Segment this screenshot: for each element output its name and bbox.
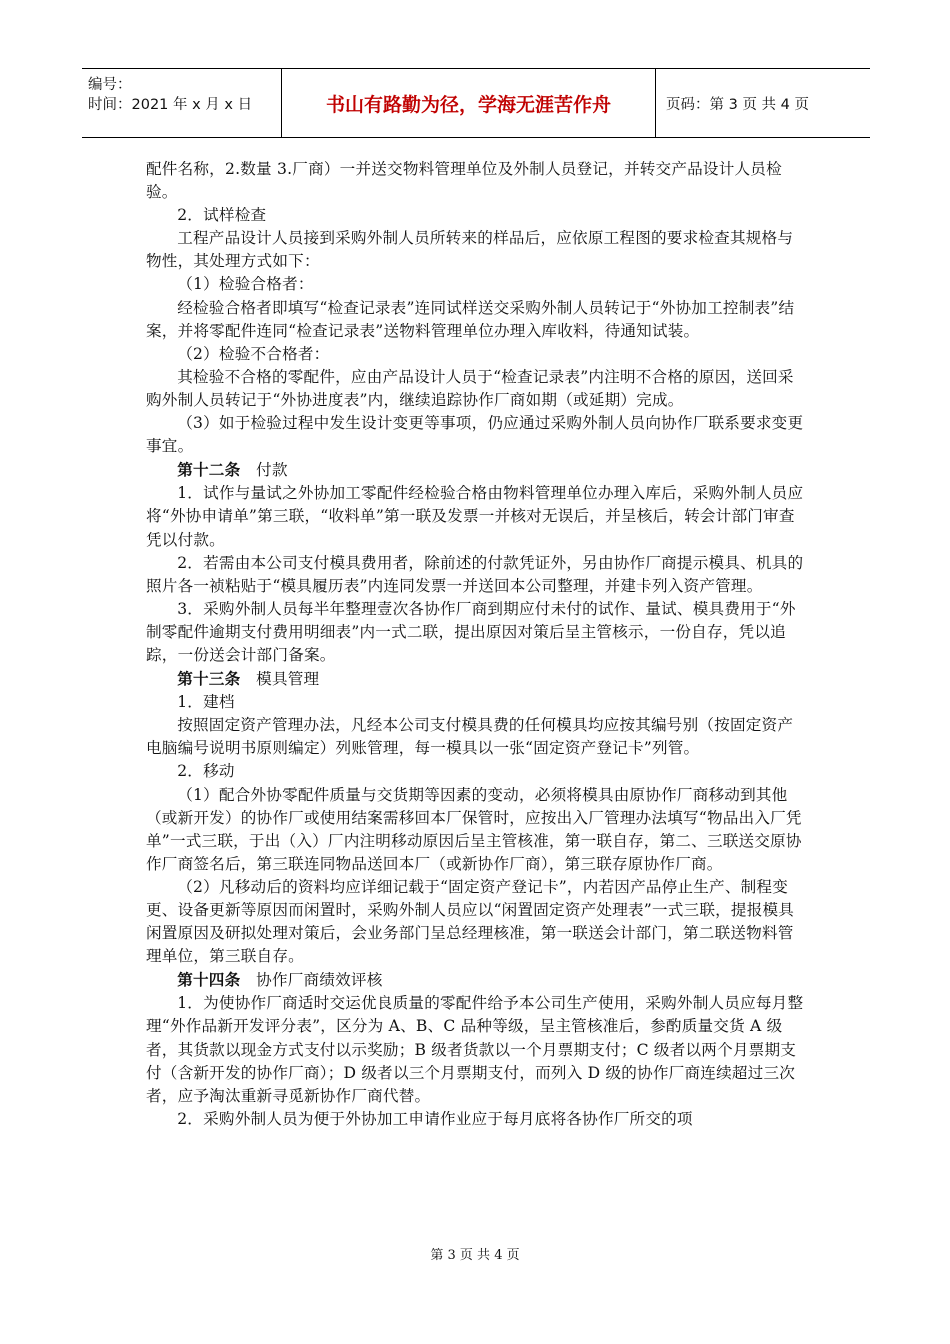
body-paragraph: 2．试样检查 (177, 206, 267, 225)
article-number: 第十四条 (177, 970, 241, 990)
body-paragraph: 工程产品设计人员接到采购外制人员所转来的样品后，应依原工程图的要求检查其规格与物性，其处理方式如下： (146, 229, 794, 271)
body-paragraph: （1）配合外协零配件质量与交货期等因素的变动，必须将模具由原协作厂商移动到其他（或新开发）的协作厂或使用结案需移回本厂保管时，应按出入厂管理办法填写“物品出入厂凭单”一式三联，于出（入）厂内注明移动原因后呈主管核准，第一联自存，第二、三联送交原协作厂商签名后，第三联连同物品送回本厂（或新协作厂商），第三联存原协作厂商。 (146, 785, 802, 873)
article-title: 付款 (256, 461, 288, 480)
body-paragraph: 3．采购外制人员每半年整理壹次各协作厂商到期应付未付的试作、量试、模具费用于“外制零配件逾期支付费用明细表”内一式二联，提出原因对策后呈主管核示，一份自存，凭以追踪，一份送会计部门备案。 (146, 599, 796, 664)
body-paragraph: 经检验合格者即填写“检查记录表”连同试样送交采购外制人员转记于“外协加工控制表”结案，并将零配件连同“检查记录表”送物料管理单位办理入库收料，待通知试装。 (146, 298, 795, 340)
body-paragraph: （2）凡移动后的资料均应详细记载于“固定资产登记卡”，内若因产品停止生产、制程变更、设备更新等原因而闲置时，采购外制人员应以“闲置固定资产处理表”一式三联，提报模具闲置原因及研拟处理对策后，会业务部门呈总经理核准，第一联送会计部门，第二联送物料管理单位，第三联自存。 (146, 877, 795, 966)
body-paragraph: 1．建档 (177, 693, 235, 712)
header-motto: 书山有路勤为径，学海无涯苦作舟 (282, 69, 656, 137)
header-page-label: 页码：第 3 页 共 4 页 (666, 96, 809, 113)
body-paragraph: 2．若需由本公司支付模具费用者，除前述的付款凭证外，另由协作厂商提示模具、机具的照片各一祯粘贴于“模具履历表”内连同发票一并送回本公司整理，并建卡列入资产管理。 (146, 553, 804, 595)
header-meta (82, 69, 282, 137)
body-paragraph: （1）检验合格者： (177, 275, 314, 294)
body-paragraph: 配件名称，2.数量 3.厂商）一并送交物料管理单位及外制人员登记，并转交产品设计人员检验。 (146, 160, 782, 202)
page-footer: 第 3 页 共 4 页 (430, 1248, 520, 1263)
article-heading (146, 968, 806, 992)
body-paragraph: 1．试作与量试之外协加工零配件经检验合格由物料管理单位办理入库后，采购外制人员应将“外协申请单”第三联，“收料单”第一联及发票一并核对无误后，并呈核后，转会计部门审查凭以付款。 (146, 484, 804, 549)
article-title: 协作厂商绩效评核 (256, 971, 383, 990)
article-number: 第十三条 (177, 669, 241, 689)
article-heading (146, 458, 806, 482)
body-paragraph: 其检验不合格的零配件，应由产品设计人员于“检查记录表”内注明不合格的原因，送回采购外制人员转记于“外协进度表”内，继续追踪协作厂商如期（或延期）完成。 (146, 367, 794, 409)
body-paragraph: （2）检验不合格者： (177, 344, 330, 363)
body-paragraph: 2．采购外制人员为便于外协加工申请作业应于每月底将各协作厂所交的项 (177, 1109, 693, 1128)
article-number: 第十二条 (177, 460, 241, 480)
document-time-label: 时间：2021 年 x 月 x 日 (88, 97, 253, 113)
article-title: 模具管理 (256, 670, 320, 689)
body-paragraph: （3）如于检验过程中发生设计变更等事项，仍应通过采购外制人员向协作厂联系要求变更事宜。 (146, 414, 804, 456)
page-header (82, 68, 870, 138)
body-paragraph: 2．移动 (177, 762, 235, 781)
article-heading (146, 667, 806, 691)
body-paragraph: 1．为使协作厂商适时交运优良质量的零配件给予本公司生产使用，采购外制人员应每月整理“外作品新开发评分表”，区分为 A、B、C 品种等级，呈主管核准后，参酌质量交货 A 级者，其货款以现金方式支付以示奖励；B 级者货款以一个月票期支付；C 级者以两个月票期支付（含新开发的协作厂商）；D 级者以三个月票期支付，而列入 D 级的协作厂商连续超过三次者，应予淘汰重新寻觅新协作厂商代替。 (146, 994, 804, 1105)
document-number-label: 编号： (88, 77, 132, 93)
document-body (146, 158, 806, 1131)
body-paragraph: 按照固定资产管理办法，凡经本公司支付模具费的任何模具均应按其编号别（按固定资产电脑编号说明书原则编定）列账管理，每一模具以一张“固定资产登记卡”列管。 (146, 716, 794, 758)
